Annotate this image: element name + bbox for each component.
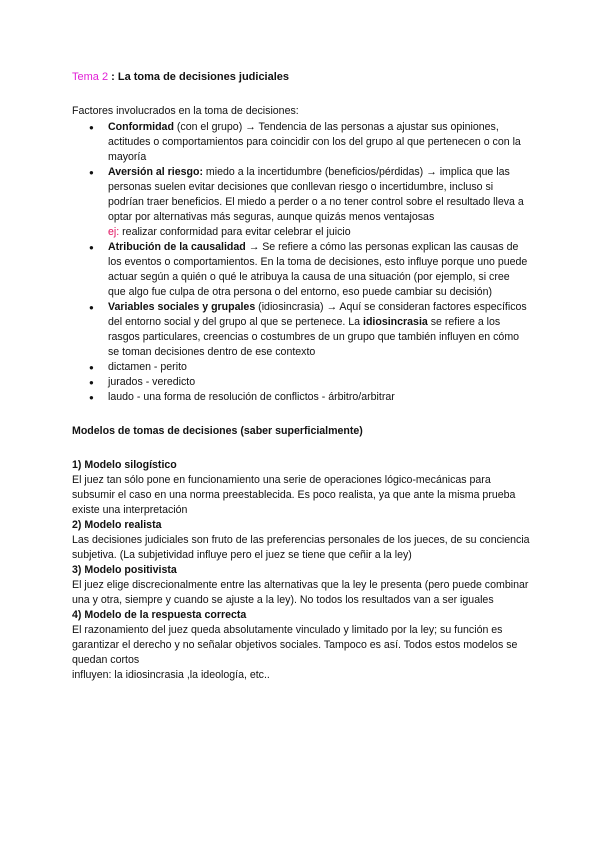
list-item — [108, 300, 530, 360]
list-item — [108, 165, 530, 240]
factors-list — [72, 120, 530, 405]
list-item — [108, 375, 530, 390]
factor-text: → Se refiere a cómo las personas explican las causas de los eventos o comportamientos. En la toma de decisiones, esto influye porque uno puede actuar según a quién o qué le atribuya la causa de una situación (por ejemplo, si cree que algo fue culpa de otra persona o del entorno, eso puede cambiar su decisión) — [108, 241, 528, 298]
closing-text: influyen: la idiosincrasia ,la ideología, etc.. — [72, 669, 270, 681]
list-item — [108, 390, 530, 405]
factor-term-inline: idiosincrasia — [363, 316, 428, 328]
factor-text: se refiere a los rasgos particulares, creencias o costumbres de un grupo que también influyen en cómo se toman decisiones dentro de ese contexto — [108, 316, 520, 358]
factor-text: dictamen - perito — [108, 361, 187, 373]
models-heading-bold: Modelos de tomas de decisiones — [72, 425, 238, 437]
example-label: ej: — [108, 226, 120, 238]
list-item — [108, 360, 530, 375]
factor-text: miedo a la incertidumbre (beneficios/pérdidas) → implica que las personas suelen evitar decisiones que conllevan riesgo o incertidumbre, incluso si podrían traer beneficios. El miedo a perder o a no tener control sobre el resultado lleva a optar por alternativas más seguras, aunque quizás menos ventajosas — [108, 166, 524, 223]
model-text: El juez tan sólo pone en funcionamiento una serie de operaciones lógico-mecánicas para subsumir el caso en una norma preestablecida. Es poco realista, ya que ante la misma prueba existe una interpretación — [72, 474, 516, 516]
list-item — [108, 120, 530, 165]
factor-term: Conformidad — [108, 121, 174, 133]
model-text: El juez elige discrecionalmente entre las alternativas que la ley le presenta (pero puede combinar una y otra, siempre y cuando se ajuste a la ley). No todos los resultados van a ser iguales — [72, 579, 529, 606]
page-title — [72, 70, 530, 85]
factor-term: Atribución de la causalidad — [108, 241, 246, 253]
document-page — [72, 70, 530, 683]
factor-text: (con el grupo) → Tendencia de las personas a ajustar sus opiniones, actitudes o comportamientos para coincidir con los del grupo al que pertenecen o con la mayoría — [108, 121, 521, 163]
factor-text: jurados - veredicto — [108, 376, 196, 388]
title-topic: Tema 2 — [72, 71, 109, 83]
factor-term: Aversión al riesgo: — [108, 166, 203, 178]
example-text: realizar conformidad para evitar celebrar el juicio — [119, 226, 351, 238]
model-title: 3) Modelo positivista — [72, 564, 177, 576]
models-heading-note: (saber superficialmente) — [237, 425, 363, 437]
factors-intro: Factores involucrados en la toma de decisiones: — [72, 105, 299, 117]
model-text: Las decisiones judiciales son fruto de las preferencias personales de los jueces, de su conciencia subjetiva. (La subjetividad influye pero el juez se tiene que ceñir a la ley) — [72, 534, 530, 561]
model-text: El razonamiento del juez queda absolutamente vinculado y limitado por la ley; su función es garantizar el derecho y no señalar objetivos sociales. Tampoco es así. Todos estos modelos se quedan cortos — [72, 624, 518, 666]
list-item — [108, 240, 530, 300]
factor-text: (idiosincrasia) → Aquí se consideran factores específicos del entorno social y del grupo al que se pertenece. La — [108, 301, 527, 328]
title-text: : La toma de decisiones judiciales — [108, 71, 290, 83]
model-title: 1) Modelo silogístico — [72, 459, 177, 471]
factor-text: laudo - una forma de resolución de conflictos - árbitro/arbitrar — [108, 391, 395, 403]
model-title: 2) Modelo realista — [72, 519, 162, 531]
models-heading — [72, 424, 530, 439]
model-title: 4) Modelo de la respuesta correcta — [72, 609, 247, 621]
factor-term: Variables sociales y grupales — [108, 301, 256, 313]
